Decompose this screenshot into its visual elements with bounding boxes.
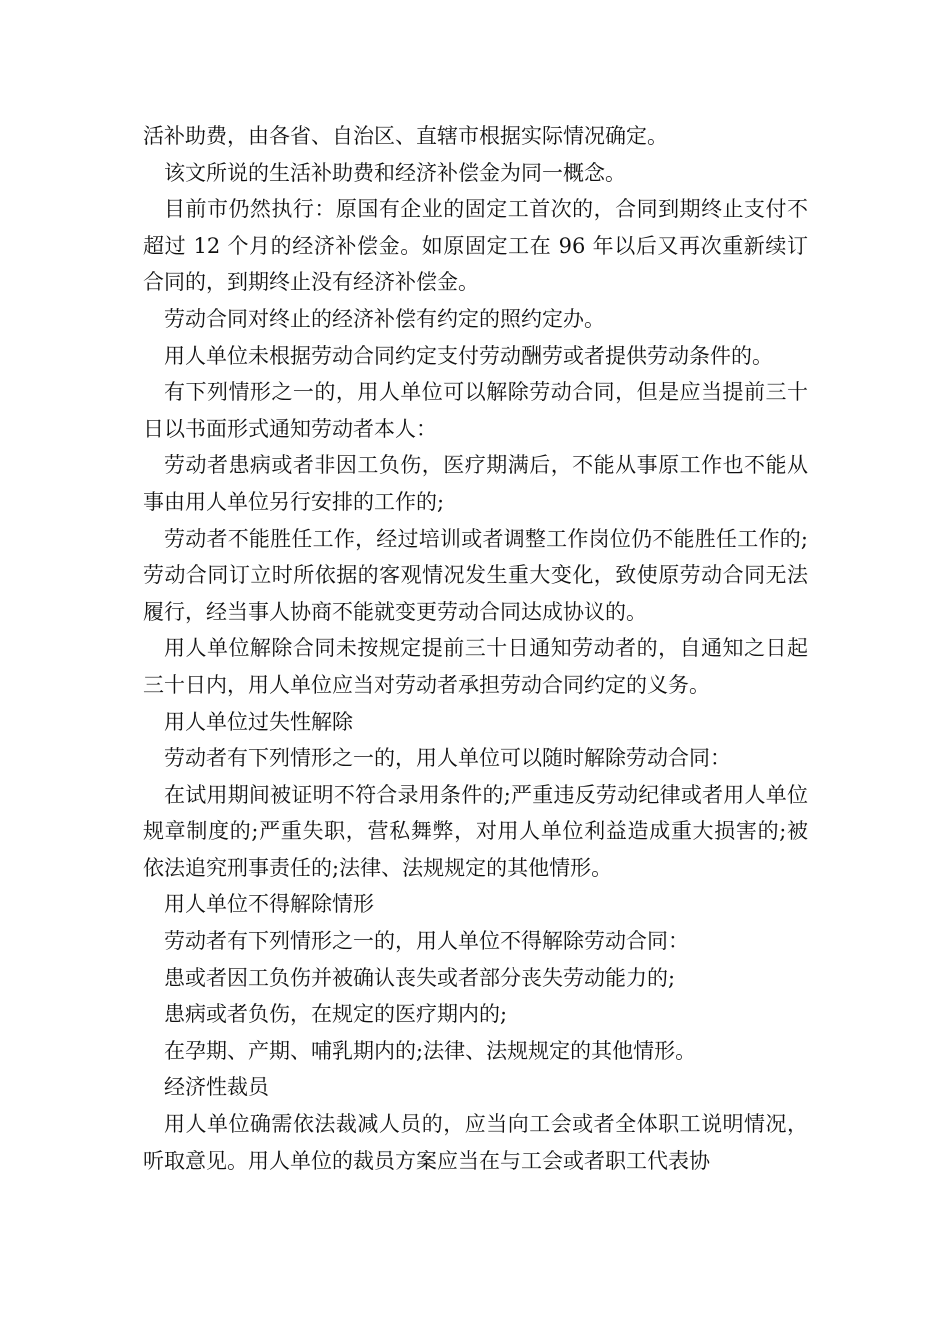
paragraph: 目前市仍然执行：原国有企业的固定工首次的，合同到期终止支付不超过 12 个月的经济补偿金。如原固定工在 96 年以后又再次重新续订合同的，到期终止没有经济补偿金。	[143, 197, 808, 295]
paragraph: 用人单位解除合同未按规定提前三十日通知劳动者的，自通知之日起三十日内，用人单位应当对劳动者承担劳动合同约定的义务。	[143, 636, 808, 697]
section-heading: 经济性裁员	[164, 1075, 269, 1100]
paragraph: 劳动者不能胜任工作，经过培训或者调整工作岗位仍不能胜任工作的;劳动合同订立时所依据的客观情况发生重大变化，致使原劳动合同无法履行，经当事人协商不能就变更劳动合同达成协议的。	[143, 526, 808, 624]
paragraph: 患病或者负伤，在规定的医疗期内的;	[164, 1002, 508, 1027]
document-body	[143, 118, 808, 1179]
paragraph: 用人单位未根据劳动合同约定支付劳动酬劳或者提供劳动条件的。	[164, 343, 773, 368]
paragraph: 在试用期间被证明不符合录用条件的;严重违反劳动纪律或者用人单位规章制度的;严重失职，营私舞弊，对用人单位利益造成重大损害的;被依法追究刑事责任的;法律、法规规定的其他情形。	[143, 782, 808, 880]
section-heading: 用人单位过失性解除	[164, 709, 353, 734]
paragraph: 用人单位确需依法裁减人员的，应当向工会或者全体职工说明情况，听取意见。用人单位的裁员方案应当在与工会或者职工代表协	[143, 1112, 808, 1173]
paragraph: 该文所说的生活补助费和经济补偿金为同一概念。	[164, 160, 626, 185]
section-heading: 用人单位不得解除情形	[164, 892, 374, 917]
paragraph: 劳动者患病或者非因工负伤，医疗期满后，不能从事原工作也不能从事由用人单位另行安排的工作的;	[143, 453, 808, 514]
paragraph: 有下列情形之一的，用人单位可以解除劳动合同，但是应当提前三十日以书面形式通知劳动者本人：	[143, 380, 808, 441]
paragraph-continuation: 活补助费，由各省、自治区、直辖市根据实际情况确定。	[143, 124, 668, 148]
paragraph: 劳动者有下列情形之一的，用人单位不得解除劳动合同：	[164, 929, 689, 954]
paragraph: 在孕期、产期、哺乳期内的;法律、法规规定的其他情形。	[164, 1038, 697, 1063]
paragraph: 劳动者有下列情形之一的，用人单位可以随时解除劳动合同：	[164, 746, 731, 771]
paragraph: 劳动合同对终止的经济补偿有约定的照约定办。	[164, 306, 605, 331]
paragraph: 患或者因工负伤并被确认丧失或者部分丧失劳动能力的;	[164, 965, 676, 990]
